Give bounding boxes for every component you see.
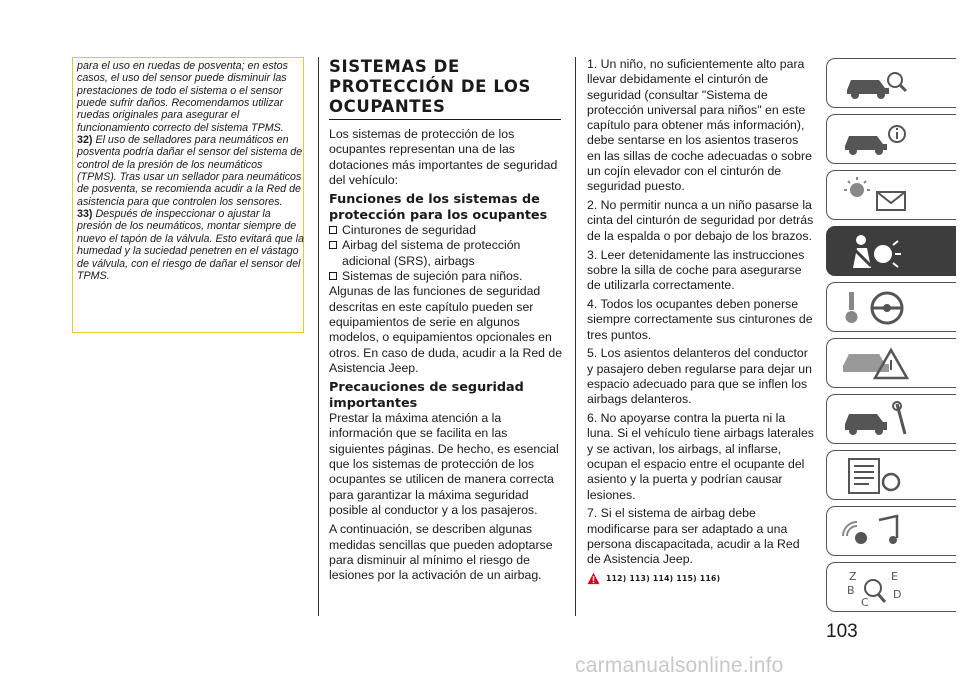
step-item: 1. Un niño, no suficientemente alto para llevar debidamente el cinturón de seguridad (consultar "Sistema de protección universal para niños" en este capítulo para obtener más información), debe sentarse en los asientos traseros en las sillas de coche adecuadas o sobre un cojín elevador con el cinturón de seguridad puesto.: [587, 57, 812, 194]
tab-starting-driving[interactable]: [826, 282, 956, 332]
checkbox-bullet-icon: [329, 241, 337, 249]
step-item: 3. Leer detenidamente las instrucciones sobre la silla de coche para asegurarse de utilizarla correctamente.: [587, 247, 805, 293]
tab-dashboard[interactable]: [826, 58, 956, 108]
step-item: 7. Si el sistema de airbag debe modificarse para ser adaptado a una persona discapacitada, acudir a la Red de Asistencia Jeep.: [587, 506, 800, 567]
svg-text:D: D: [893, 588, 902, 601]
tab-safety[interactable]: [826, 226, 956, 276]
list-item-text: Cinturones de seguridad: [342, 223, 476, 238]
step-item: 2. No permitir nunca a un niño pasarse la cinta del cinturón de seguridad por detrás de la espalda o por debajo de los brazos.: [587, 198, 814, 243]
notes-intro: para el uso en ruedas de posventa; en estos casos, el uso del sensor puede disminuir las prestaciones de todo el sistema o el sensor puede sufrir daños. Recomendamos utilizar ruedas originales para asegurar el funcionamiento correcto del sistema TPMS.: [77, 60, 288, 134]
warning-triangle-icon: [587, 572, 600, 585]
notes-section: [77, 60, 305, 282]
technical-data-icon: [839, 456, 919, 496]
svg-text:Z: Z: [849, 570, 857, 583]
multimedia-icon: [839, 512, 919, 552]
maintenance-icon: [839, 400, 919, 440]
step-item: 4. Todos los ocupantes deben ponerse siempre correctamente sus cinturones de tres puntos.: [587, 296, 813, 342]
functions-heading: Funciones de los sistemas de protección para los ocupantes: [329, 192, 548, 223]
tab-lights-messages[interactable]: [826, 170, 956, 220]
list-item-text: Airbag del sistema de protección adicional (SRS), airbags: [342, 238, 521, 268]
svg-text:E: E: [891, 570, 898, 583]
car-info-icon: [839, 120, 919, 160]
lights-message-icon: [839, 176, 919, 216]
list-item: [329, 238, 565, 269]
car-dashboard-icon: [839, 64, 919, 104]
tab-car-info[interactable]: [826, 114, 956, 164]
emergency-icon: [839, 344, 919, 384]
section-title: SISTEMAS DE PROTECCIÓN DE LOS OCUPANTES: [329, 57, 561, 120]
precautions-heading: Precauciones de seguridad importantes: [329, 380, 524, 411]
watermark: carmanualsonline.info: [575, 654, 784, 677]
note-number: 32): [77, 134, 93, 147]
column-divider: [318, 57, 319, 616]
precautions-paragraph: A continuación, se describen algunas medidas sencillas que pueden adoptarse para disminuir al mínimo el riesgo de lesiones por la activación de un airbag.: [329, 522, 553, 583]
page-number: 103: [826, 621, 858, 642]
tab-emergency[interactable]: [826, 338, 956, 388]
checkbox-bullet-icon: [329, 272, 337, 280]
functions-after: Algunas de las funciones de seguridad descritas en este capítulo pueden ser equipamientos de serie en algunos modelos, o equipamientos opcionales en otros. En caso de duda, acudir a la Red de Asistencia Jeep.: [329, 284, 563, 375]
starting-driving-icon: [839, 288, 919, 328]
note-number: 33): [77, 208, 93, 221]
svg-text:C: C: [861, 596, 869, 608]
column-divider: [575, 57, 576, 616]
tab-technical-data[interactable]: [826, 450, 956, 500]
warning-codes[interactable]: 112) 113) 114) 115) 116): [606, 574, 721, 583]
tab-maintenance[interactable]: [826, 394, 956, 444]
safety-section: [329, 57, 565, 587]
steps-section: [587, 57, 815, 586]
list-item: [329, 223, 565, 238]
note-item: [77, 208, 305, 282]
note-text: El uso de selladores para neumáticos en posventa podría dañar el sensor del sistema de control de la presión de los neumáticos (TPMS). Tras usar un sellador para neumáticos de posventa, se recomienda acudir a la Red de asistencia para que controlen los sensores.: [77, 134, 303, 208]
index-icon: [839, 568, 919, 608]
checkbox-bullet-icon: [329, 226, 337, 234]
functions-list: [329, 223, 565, 284]
list-item: [329, 269, 565, 284]
svg-text:B: B: [847, 584, 855, 597]
step-item: 6. No apoyarse contra la puerta ni la luna. Si el vehículo tiene airbags laterales y se activan, los airbags, al inflarse, ocupan el espacio entre el ocupante del asiento y la puerta y podrían causar lesiones.: [587, 411, 814, 502]
note-text: Después de inspeccionar o ajustar la presión de los neumáticos, montar siempre de nuevo el tapón de la válvula. Esto evitará que la humedad y la suciedad penetren en el vástago de válvula, con el riesgo de dañar el sensor del TPMS.: [77, 208, 304, 282]
tab-multimedia[interactable]: [826, 506, 956, 556]
note-item: [77, 134, 305, 208]
warning-refs: [587, 571, 815, 586]
precautions-paragraph: Prestar la máxima atención a la información que se facilita en las siguientes páginas. De hecho, es esencial que los sistemas de protección de los ocupantes se utilicen de manera correcta para garantizar la máxima seguridad posible al conductor y a los pasajeros.: [329, 411, 559, 517]
tab-index[interactable]: [826, 562, 956, 612]
list-item-text: Sistemas de sujeción para niños.: [342, 269, 523, 284]
section-intro: Los sistemas de protección de los ocupantes representan una de las dotaciones más importantes de seguridad del vehículo:: [329, 127, 558, 187]
seatbelt-airbag-icon: [839, 232, 919, 272]
step-item: 5. Los asientos delanteros del conductor y pasajero deben regularse para dejar un espacio adecuado para que se inflen los airbags delanteros.: [587, 346, 812, 407]
